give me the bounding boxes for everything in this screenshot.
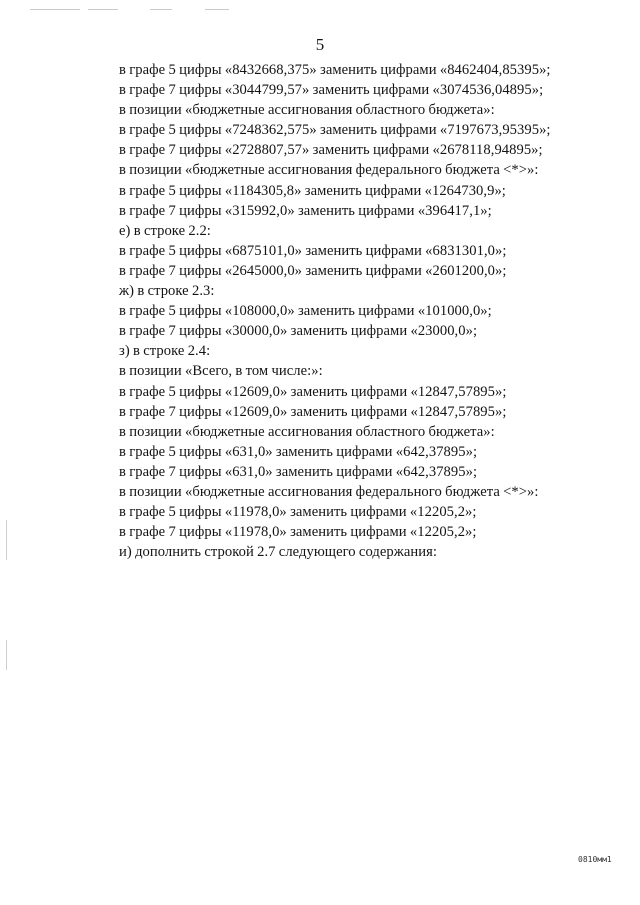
text-line: в позиции «бюджетные ассигнования федерального бюджета <*>»: bbox=[119, 483, 539, 500]
scan-artifact bbox=[88, 9, 118, 10]
scan-artifact bbox=[150, 9, 172, 10]
text-line: в графе 7 цифры «12609,0» заменить цифрами «12847,57895»; bbox=[119, 403, 507, 420]
text-line: е) в строке 2.2: bbox=[119, 222, 211, 239]
scan-artifact bbox=[6, 640, 7, 670]
text-line: в графе 5 цифры «8432668,375» заменить цифрами «8462404,85395»; bbox=[119, 62, 551, 78]
text-line: з) в строке 2.4: bbox=[119, 343, 211, 360]
text-line: в графе 5 цифры «6875101,0» заменить цифрами «6831301,0»; bbox=[119, 242, 507, 259]
text-line: в позиции «бюджетные ассигнования областного бюджета»: bbox=[119, 102, 495, 119]
document-code: 0810мм1 bbox=[578, 855, 612, 864]
text-line: в графе 5 цифры «12609,0» заменить цифрами «12847,57895»; bbox=[119, 383, 507, 400]
text-line: в позиции «бюджетные ассигнования областного бюджета»: bbox=[119, 423, 495, 440]
document-body bbox=[119, 60, 619, 562]
text-line: в графе 7 цифры «2728807,57» заменить цифрами «2678118,94895»; bbox=[119, 142, 543, 159]
text-line: в графе 7 цифры «3044799,57» заменить цифрами «3074536,04895»; bbox=[119, 82, 544, 99]
text-line: в графе 5 цифры «1184305,8» заменить цифрами «1264730,9»; bbox=[119, 182, 506, 199]
text-line: в графе 7 цифры «631,0» заменить цифрами «642,37895»; bbox=[119, 463, 478, 480]
text-line: в графе 7 цифры «30000,0» заменить цифрами «23000,0»; bbox=[119, 323, 478, 340]
text-line: в графе 5 цифры «108000,0» заменить цифрами «101000,0»; bbox=[119, 303, 492, 320]
text-line: ж) в строке 2.3: bbox=[119, 283, 215, 300]
text-line: в графе 7 цифры «315992,0» заменить цифрами «396417,1»; bbox=[119, 202, 492, 219]
page-number: 5 bbox=[315, 35, 325, 54]
text-line: в графе 5 цифры «11978,0» заменить цифрами «12205,2»; bbox=[119, 504, 477, 521]
scan-artifact bbox=[205, 9, 229, 10]
text-line: в графе 7 цифры «11978,0» заменить цифрами «12205,2»; bbox=[119, 524, 477, 541]
text-line: в графе 5 цифры «631,0» заменить цифрами «642,37895»; bbox=[119, 443, 478, 460]
text-line: в графе 7 цифры «2645000,0» заменить цифрами «2601200,0»; bbox=[119, 262, 507, 279]
scan-artifact bbox=[30, 9, 80, 10]
text-line: в позиции «бюджетные ассигнования федерального бюджета <*>»: bbox=[119, 162, 539, 179]
text-line: в позиции «Всего, в том числе:»: bbox=[119, 363, 323, 380]
text-line: и) дополнить строкой 2.7 следующего содержания: bbox=[119, 544, 437, 561]
scan-artifact bbox=[6, 520, 7, 560]
text-line: в графе 5 цифры «7248362,575» заменить цифрами «7197673,95395»; bbox=[119, 122, 551, 139]
